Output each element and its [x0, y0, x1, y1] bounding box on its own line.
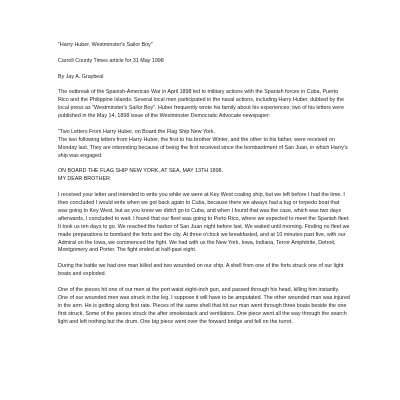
article-title: "Harry Huber, Westminster's Sailor Boy"	[58, 42, 153, 48]
quote-intro: The two following letters from Harry Huber, the first to his brother Winter, and the other to his father, were received on Monday last. They are interesting because of being the first received since the bombardment of San Juan, in which Harry's ship was engaged:	[58, 136, 348, 159]
article-byline: By Jay A. Graybeal	[58, 73, 104, 80]
letter-dateline: ON BOARD THE FLAG SHIP NEW YORK, AT SEA, MAY 13TH 1898.	[58, 168, 224, 175]
article-source: Carroll County Times article for 31 May 1998	[58, 57, 164, 64]
article-body	[58, 42, 350, 327]
intro-paragraph: The outbreak of the Spanish-American War in April 1898 led to military actions with the Spanish forces in Cuba, Puerto Rico and the Philippine Islands. Several local men participated in the naval actions, including Harry Huber, dubbed by the local press as "Westminster's Sailor Boy". Huber frequently wrote his family about his experiences; two of his letters were published in the May 14, 1898 issue of the Westminster Democratic Advocate newspaper:	[58, 89, 345, 120]
letter-paragraph: One of the pieces hit one of our men at the port waist eight-inch gun, and passed through his head, killing him instantly. One of our wounded men was struck in the leg. I suppose it will have to be amputated. The other wounded man was injured in the arm. He is getting along first rate. Pieces of the same shell that hit our man went through three boats beside the one first struck. Some of the pieces struck the after smokestack and ventilators. One piece went all the way through the search light and left nothing but the drum. One big piece went over the forward bridge and fell on the turret.	[58, 286, 350, 325]
letter-paragraph: During the battle we had one man killed and two wounded on our ship. A shell from one of the forts struck one of our light boats and exploded.	[58, 263, 344, 278]
letter-paragraph: I received your letter and intended to write you while we were at Key West coaling ship, but we left before I had the time. I then concluded I would write when we got back again to Cuba, because there we always had a tug or torpedo boat that was going to Key West, but as you know we didn't go to Cuba, and when I found that was the case, which was two days afterwards, I concluded to wait. I found that our fleet was going to Porto Rico, where we expected to meet the Spanish fleet. It took us ten days to go. We reached the harbor of San Juan night before last. We waited until morning. Finding no fleet we made preparations to bombard the forts and the city. At three o'clock we breakfasted, and at 10 minutes past five, with our Admiral on the Iowa, we commenced the fight. We had with us the New York, Iowa, Indiana, Terror Amphitrite, Detroit, Montgomery and Porter. The fight ended at half-past eight.	[58, 192, 350, 254]
quote-heading: "Two Letters From Harry Huber, on Board the Flag Ship New York.	[58, 128, 215, 135]
letter-salutation: MY DEAR BROTHER:	[58, 176, 112, 183]
